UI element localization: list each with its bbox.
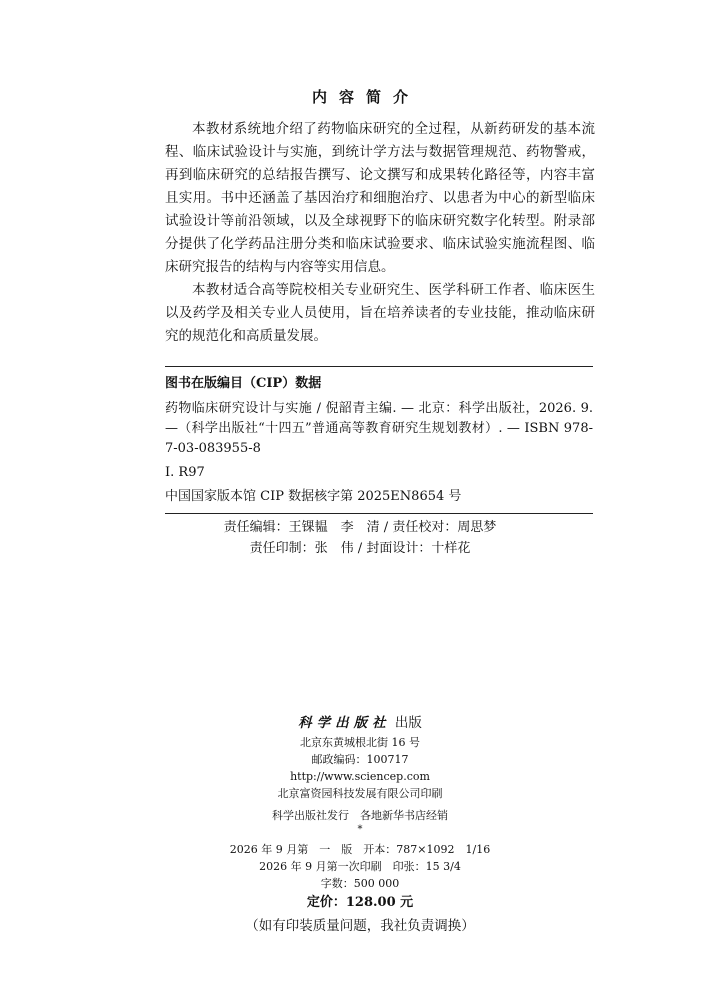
cip-data-box — [165, 366, 593, 514]
staff-line-printing: 责任印制：张 伟 / 封面设计：十样花 — [249, 541, 471, 556]
publisher-address: 北京东黄城根北街 16 号 — [300, 736, 420, 749]
distribution-line: 科学出版社发行 各地新华书店经销 — [272, 809, 448, 822]
printing-line: 2026 年 9 月第一次印刷 印张：15 3/4 — [259, 860, 461, 873]
printer-name: 北京富资园科技发展有限公司印刷 — [277, 787, 443, 800]
separator-star: * — [357, 824, 363, 835]
edition-line: 2026 年 9 月第 一 版 开本：787×1092 1/16 — [229, 843, 491, 856]
colophon — [0, 712, 720, 938]
intro-paragraph-1: 本教材系统地介绍了药物临床研究的全过程，从新药研发的基本流程、临床试验设计与实施，到统计学方法与数据管理规范、药物警戒，再到临床研究的总结报告撰写、论文撰写和成果转化路径等，内容丰富且实用。书中还涵盖了基因治疗和细胞治疗、以患者为中心的新型临床试验设计等前沿领域，以及全球视野下的临床研究数字化转型。附录部分提供了化学药品注册分类和临床试验要求、临床试验实施流程图、临床研究报告的结构与内容等实用信息。 — [165, 121, 595, 275]
quality-notice: （如有印装质量问题，我社负责调换） — [245, 918, 475, 934]
cip-record-number: 中国国家版本馆 CIP 数据核字第 2025EN8654 号 — [165, 489, 462, 504]
publisher-line — [0, 712, 720, 734]
cip-heading: 图书在版编目（CIP）数据 — [165, 376, 322, 391]
staff-credits — [0, 517, 720, 559]
price: 定价：128.00 元 — [306, 895, 414, 910]
intro-paragraph-2: 本教材适合高等院校相关专业研究生、医学科研工作者、临床医生以及药学及相关专业人员使用，旨在培养读者的专业技能，推动临床研究的规范化和高质量发展。 — [165, 282, 595, 344]
publisher-website: http://www.sciencep.com — [290, 770, 430, 783]
cip-description: 药物临床研究设计与实施 / 倪韶青主编. — 北京：科学出版社，2026. 9. —（科学出版社“十四五”普通高等教育研究生规划教材）. — ISBN 978-7-03-083955-8 — [165, 401, 593, 456]
publisher-logo: 科学出版社 — [298, 715, 391, 731]
publisher-suffix: 出版 — [394, 715, 422, 731]
publisher-postcode: 邮政编码：100717 — [311, 753, 409, 766]
page-title: 内容简介 — [311, 88, 420, 106]
cip-classification: Ⅰ. R97 — [165, 465, 205, 480]
word-count: 字数：500 000 — [320, 877, 400, 890]
intro-section — [165, 118, 595, 348]
staff-line-editors: 责任编辑：王锞韫 李 清 / 责任校对：周思梦 — [223, 520, 497, 535]
